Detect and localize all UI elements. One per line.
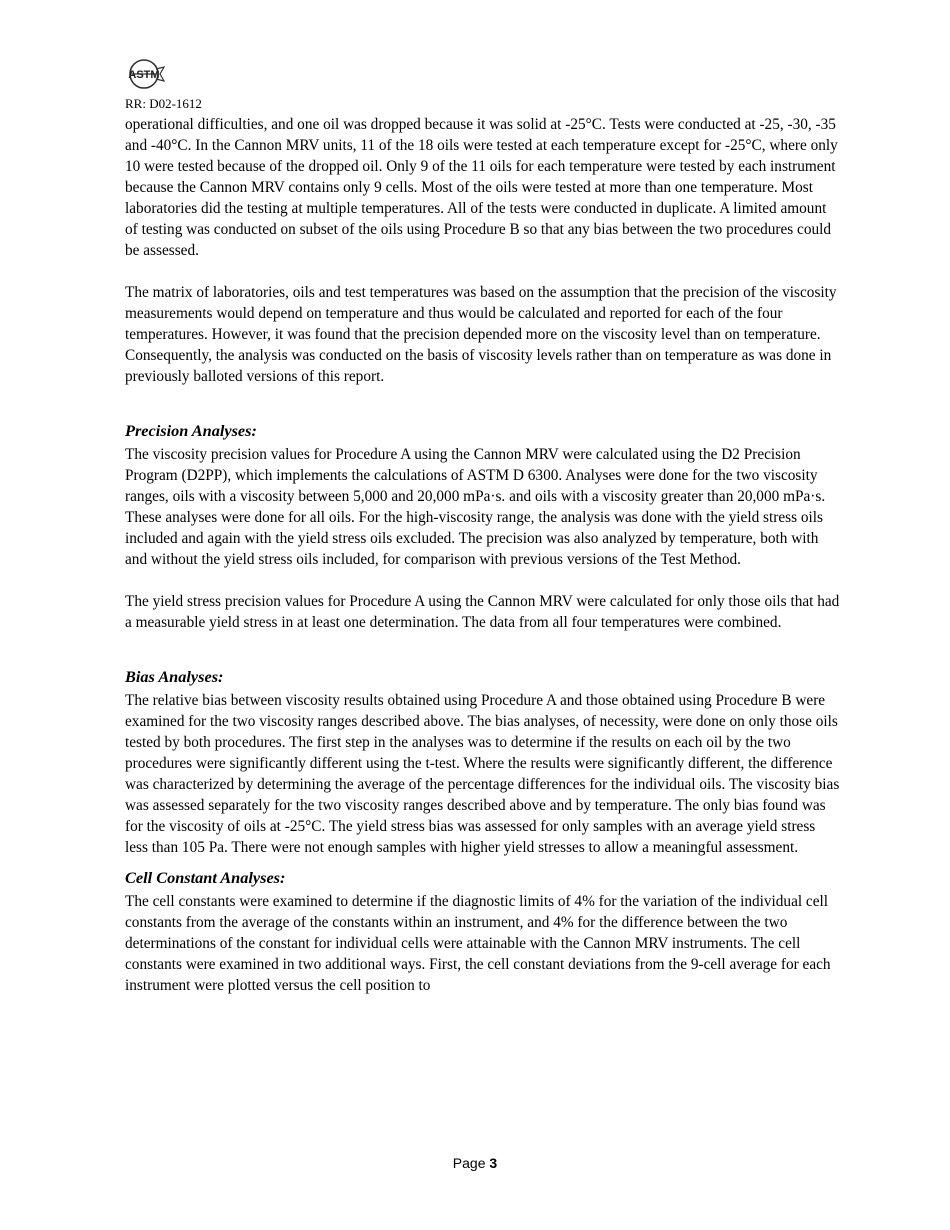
document-body [125, 114, 841, 996]
bias-heading: Bias Analyses: [125, 667, 224, 686]
page-number: 3 [489, 1155, 498, 1171]
astm-logo [126, 57, 166, 91]
report-id: RR: D02-1612 [125, 96, 202, 111]
cell-constant-heading: Cell Constant Analyses: [125, 868, 286, 887]
bias-paragraph: The relative bias between viscosity results obtained using Procedure A and those obtained using Procedure B were examined for the two viscosity ranges described above. The bias analyses, of necessity, were done on only those oils tested by both procedures. The first step in the analyses was to determine if the results on each oil by the two procedures were significantly different using the t-test. Where the results were significantly different, the difference was characterized by determining the average of the percentage differences for the individual oils. The viscosity bias was assessed separately for the two viscosity ranges described above and by temperature. The only bias found was for the viscosity of oils at -25°C. The yield stress bias was assessed for only samples with an average yield stress less than 105 Pa. There were not enough samples with higher yield stresses to allow a meaningful assessment. [125, 692, 840, 856]
page-label: Page [452, 1155, 490, 1171]
precision-heading: Precision Analyses: [125, 421, 257, 440]
intro-paragraph: operational difficulties, and one oil was dropped because it was solid at -25°C. Tests were conducted at -25, -30, -35 and -40°C. In the Cannon MRV units, 11 of the 18 oils were tested at each temperature except for -25°C, where only 10 were tested because of the dropped oil. Only 9 of the 11 oils for each temperature were tested by each instrument because the Cannon MRV contains only 9 cells. Most of the oils were tested at more than one temperature. Most laboratories did the testing at multiple temperatures. All of the tests were conducted in duplicate. A limited amount of testing was conducted on subset of the oils using Procedure B so that any bias between the two procedures could be assessed. [125, 116, 838, 259]
cell-constant-paragraph: The cell constants were examined to determine if the diagnostic limits of 4% for the variation of the individual cell constants from the average of the constants within an instrument, and 4% for the difference between the two determinations of the constant for individual cells were attainable with the Cannon MRV instruments. The cell constants were examined in two additional ways. First, the cell constant deviations from the 9-cell average for each instrument were plotted versus the cell position to [125, 893, 831, 994]
matrix-paragraph: The matrix of laboratories, oils and test temperatures was based on the assumption that the precision of the viscosity measurements would depend on temperature and thus would be calculated and reported for each of the four temperatures. However, it was found that the precision depended more on the viscosity level than on temperature. Consequently, the analysis was conducted on the basis of viscosity levels rather than on temperature as was done in previously balloted versions of this report. [125, 284, 837, 385]
precision-paragraph-2: The yield stress precision values for Procedure A using the Cannon MRV were calculated for only those oils that had a measurable yield stress in at least one determination. The data from all four temperatures were combined. [125, 593, 840, 631]
precision-paragraph-1: The viscosity precision values for Procedure A using the Cannon MRV were calculated using the D2 Precision Program (D2PP), which implements the calculations of ASTM D 6300. Analyses were done for the two viscosity ranges, oils with a viscosity between 5,000 and 20,000 mPa·s. and oils with a viscosity greater than 20,000 mPa·s. These analyses were done for all oils. For the high-viscosity range, the analysis was done with the yield stress oils included and again with the yield stress oils excluded. The precision was also analyzed by temperature, both with and without the yield stress oils included, for comparison with previous versions of the Test Method. [125, 446, 826, 568]
svg-text:ASTM: ASTM [128, 69, 160, 81]
page-footer [0, 1155, 950, 1171]
